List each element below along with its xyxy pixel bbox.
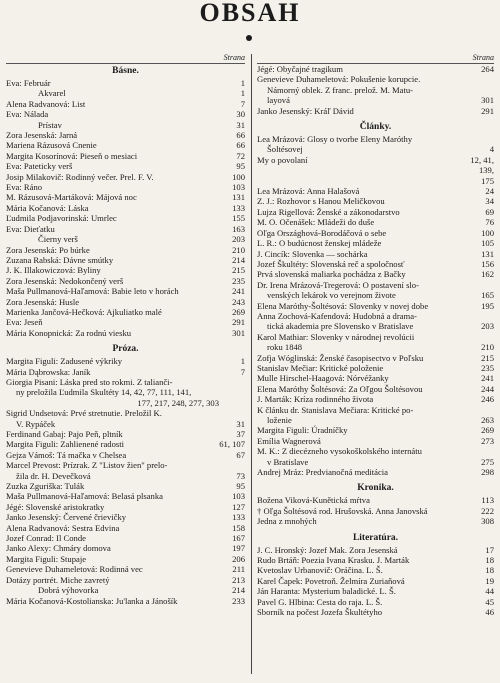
toc-entry	[257, 85, 494, 95]
entry-page: 31	[236, 119, 245, 130]
entry-page: 100	[481, 227, 494, 238]
entry-title: Margita Figuli: Zadusené výkriky	[6, 356, 123, 367]
toc-entry	[257, 405, 494, 415]
entry-page: 45	[485, 596, 494, 607]
toc-entry	[257, 516, 494, 526]
entry-title: Karol Mathiar: Slovenky v národnej revolúcii	[257, 331, 415, 342]
entry-title: Genevieve Duhameletová: Pokušenie korupcie.	[257, 74, 421, 85]
entry-page: 241	[481, 373, 494, 384]
toc-entry	[257, 249, 494, 259]
right-entries	[257, 64, 494, 618]
entry-title: Zora Jesenská: Nedokončený verš	[6, 275, 124, 286]
entry-title: Giorgia Pisani: Láska pred sto rokmi. Z talianči-	[6, 376, 173, 387]
entry-title: L. R.: O budúcnost ženskej mládeže	[257, 238, 382, 249]
toc-entry	[6, 429, 245, 439]
entry-title: Prístav	[38, 119, 62, 130]
entry-title: Dr. Irena Mrázová-Tregerová: O postavení slo-	[257, 279, 419, 290]
toc-entry	[6, 512, 245, 522]
entry-title: tická akademia pre Slovensko v Bratislave	[267, 321, 414, 332]
entry-title: Dobrá výhovorka	[38, 585, 99, 596]
entry-title: Námorný oblek. Z franc. prelož. M. Matu-	[267, 84, 414, 95]
entry-title: Lea Mrázová: Anna Halašová	[257, 186, 360, 197]
toc-entry	[6, 491, 245, 501]
entry-title: ny preložila Ľudmila Skultéty 14, 42, 77, 111, 141,	[16, 387, 192, 398]
entry-page: 298	[481, 467, 494, 478]
toc-entry	[6, 182, 245, 192]
entry-page: 100	[232, 171, 245, 182]
entry-page: 291	[232, 317, 245, 328]
entry-title: V. Rypáček	[16, 418, 56, 429]
entry-page: 241	[232, 286, 245, 297]
toc-entry	[257, 597, 494, 607]
entry-page: 197	[232, 543, 245, 554]
entry-page: 95	[236, 161, 245, 172]
entry-title: Pavel G. Hlbina: Cesta do raja. L. Š.	[257, 596, 383, 607]
entry-title: Ján Haranta: Mysterium baladické. L. Š.	[257, 586, 396, 597]
toc-entry	[6, 245, 245, 255]
entry-page: 7	[240, 98, 245, 109]
entry-title: Sborník na počest Jozefa Škultétyho	[257, 607, 383, 618]
page-number-header-left: Strana	[6, 53, 245, 64]
toc-entry	[257, 607, 494, 617]
entry-title: Eva: Pateticky verš	[6, 161, 73, 172]
toc-entry	[257, 545, 494, 555]
toc-entry	[257, 495, 494, 505]
toc-entry	[6, 596, 245, 606]
entry-page: 66	[236, 140, 245, 151]
entry-title: Šoltésovej	[267, 144, 303, 155]
entry-title: Sigrid Undsetová: Prvé stretnutie. Preložil K.	[6, 408, 162, 419]
entry-page: 269	[481, 425, 494, 436]
entry-title: Zora Jesenská: Po búrke	[6, 244, 90, 255]
entry-title: layová	[267, 95, 290, 106]
toc-entry	[6, 109, 245, 119]
toc-entry	[6, 575, 245, 585]
entry-page: 210	[232, 244, 245, 255]
entry-title: Jedna z mnohých	[257, 516, 317, 527]
entry-page: 7	[240, 366, 245, 377]
toc-entry	[6, 265, 245, 275]
toc-entry	[257, 363, 494, 373]
toc-entry	[257, 384, 494, 394]
entry-page: 273	[481, 435, 494, 446]
entry-page: 95	[236, 481, 245, 492]
entry-title: Zuzana Rabská: Dávne smútky	[6, 254, 114, 265]
entry-title: roku 1848	[267, 342, 303, 353]
entry-title: Lea Mrázová: Glosy o tvorbe Eleny Maróthy	[257, 134, 413, 145]
toc-entry	[257, 134, 494, 144]
entry-title: Akvarel	[38, 88, 66, 99]
entry-title: Eva: Dieťatku	[6, 223, 55, 234]
entry-title: Marcel Prevost: Prízrak. Z "Listov žien" prelo-	[6, 460, 168, 471]
entry-page: 243	[232, 296, 245, 307]
entry-page: 233	[232, 595, 245, 606]
section-heading: Literatúra.	[352, 532, 399, 543]
toc-entry	[257, 506, 494, 516]
toc-entry	[257, 301, 494, 311]
entry-title: Ľudmila Podjavorinská: Umrlec	[6, 213, 117, 224]
entry-page: 244	[481, 383, 494, 394]
entry-page: 203	[232, 234, 245, 245]
entry-title: Kvetoslav Urbanovič: Oráčina. L. Š.	[257, 565, 383, 576]
entry-page: 301	[481, 95, 494, 106]
toc-entry	[257, 196, 494, 206]
toc-entry	[257, 586, 494, 596]
entry-page: 165	[481, 290, 494, 301]
toc-entry	[6, 328, 245, 338]
entry-title: K článku dr. Stanislava Mečiara: Kritické po-	[257, 404, 414, 415]
entry-title: Elena Maróthy Šoltésová: Za Oľgou Šoltésovou	[257, 383, 423, 394]
entry-title: Jozef Škultéty: Slovenská reč a spoločnosť	[257, 258, 405, 269]
toc-entry	[257, 373, 494, 383]
entry-page: 275	[481, 456, 494, 467]
entry-page: 214	[232, 254, 245, 265]
entry-title: Jégé: Slovenské aristokratky	[6, 501, 105, 512]
entry-title: Gejza Vámoš: Tá mačka v Chelsea	[6, 449, 127, 460]
entry-page: 133	[232, 512, 245, 523]
toc-entry	[6, 307, 245, 317]
toc-entry	[257, 415, 494, 425]
toc-entry	[257, 106, 494, 116]
toc-entry	[6, 130, 245, 140]
entry-title: Eva: Február	[6, 78, 51, 88]
toc-entry	[6, 387, 245, 397]
entry-page: 269	[232, 306, 245, 317]
entry-page: 127	[232, 501, 245, 512]
entry-page: 158	[232, 522, 245, 533]
entry-page: 30	[236, 109, 245, 120]
toc-entry	[6, 192, 245, 202]
toc-entry	[6, 234, 245, 244]
entry-title: žila dr. H. Devečková	[16, 470, 91, 481]
entry-title: Margita Figuli: Zahlienené radosti	[6, 439, 124, 450]
toc-entry	[6, 460, 245, 470]
entry-page: 162	[481, 269, 494, 280]
entry-page: 206	[232, 553, 245, 564]
entry-title: J. Cincík: Slovenka — sochárka	[257, 248, 368, 259]
toc-entry	[257, 342, 494, 352]
section-heading: Kronika.	[357, 483, 394, 494]
section-heading: Básne.	[112, 66, 139, 76]
entry-page: 72	[236, 150, 245, 161]
entry-page: 31	[236, 418, 245, 429]
entry-title: My o povolaní	[257, 154, 308, 165]
entry-title: Eva: Jeseň	[6, 317, 43, 328]
entry-page: 214	[232, 585, 245, 596]
toc-entry	[6, 151, 245, 161]
toc-entry	[257, 269, 494, 279]
toc-entry	[257, 207, 494, 217]
entry-page: 37	[236, 429, 245, 439]
entry-title: Mária Kočanová-Kostolianska: Ju'lanka a Jánošík	[6, 595, 178, 606]
page-title: OBSAH	[199, 0, 301, 27]
toc-entry	[6, 203, 245, 213]
entry-title: Mulle Hirschel-Haagová: Nórvéžanky	[257, 373, 389, 384]
entry-page: 18	[485, 555, 494, 566]
toc-entry	[6, 408, 245, 418]
toc-entry	[6, 564, 245, 574]
toc-entry	[6, 172, 245, 182]
toc-entry	[6, 224, 245, 234]
entry-title: J. C. Hronský: Jozef Mak. Zora Jesenská	[257, 544, 398, 555]
toc-entry	[257, 311, 494, 321]
entry-page: 222	[481, 505, 494, 516]
entry-page: 113	[481, 495, 494, 506]
toc-entry	[6, 317, 245, 327]
toc-entry	[257, 555, 494, 565]
entry-page: 1	[240, 78, 245, 88]
entry-title: † Oľga Šoltésová rod. Hrušovská. Anna Janovská	[257, 505, 428, 516]
entry-title: Mária Kočanová: Láska	[6, 202, 89, 213]
entry-title: Zuzka Zguriška: Tulák	[6, 481, 85, 492]
entry-title: Maša Pullmanová-Haľamová: Belasá plsanka	[6, 491, 163, 502]
entry-page: 131	[232, 192, 245, 203]
left-entries	[6, 64, 245, 606]
toc-entry	[257, 280, 494, 290]
entry-page: 301	[232, 327, 245, 338]
toc-entry	[6, 255, 245, 265]
entry-page: 163	[232, 223, 245, 234]
entry-title: Zora Jesenská: Husle	[6, 296, 80, 307]
entry-page: 167	[232, 533, 245, 544]
entry-page: 46	[485, 607, 494, 618]
entry-title: Jégé: Obyčajné tragikum	[257, 64, 343, 74]
entry-page: 203	[481, 321, 494, 332]
toc-entry	[257, 290, 494, 300]
toc-entry	[257, 321, 494, 331]
entry-page: 195	[481, 300, 494, 311]
entry-title: Elena Maróthy-Šoltésová: Slovenky v novej dobe	[257, 300, 429, 311]
entry-page: 1	[240, 88, 245, 99]
entry-page: 105	[481, 238, 494, 249]
toc-entry	[257, 95, 494, 105]
entry-title: Maša Pullmanová-Haľamová: Babie leto v horách	[6, 286, 179, 297]
entry-title: 177, 217, 248, 277, 303	[137, 397, 219, 408]
entry-title: Zora Jesenská: Jarná	[6, 130, 78, 141]
entry-page: 103	[232, 491, 245, 502]
entry-page: 235	[481, 362, 494, 373]
toc-entry	[6, 99, 245, 109]
entry-title: Josip Milakovič: Rodinný večer. Prel. F. V.	[6, 171, 154, 182]
toc-entry	[6, 161, 245, 171]
entry-title: Marienka Jančová-Hečková: Ajkuliatko malé	[6, 306, 162, 317]
entry-title: M. Rázusová-Martáková: Májová noc	[6, 192, 137, 203]
entry-page: 215	[481, 352, 494, 363]
entry-page: 133	[232, 202, 245, 213]
entry-title: Margita Figuli: Stupaje	[6, 553, 87, 564]
entry-title: M. O. Očenášek: Mládeži do duše	[257, 217, 375, 228]
column-divider	[251, 54, 252, 674]
entry-title: Emília Wagnerová	[257, 435, 321, 446]
entry-title: Andrej Mráz: Predvianočná meditácia	[257, 467, 389, 478]
entry-page: 210	[481, 342, 494, 353]
toc-entry	[6, 481, 245, 491]
entry-page: 4	[489, 144, 494, 155]
entry-title: venských lekárok vo verejnom živote	[267, 290, 396, 301]
entry-title: Božena Viková-Kunětická mŕtva	[257, 495, 370, 506]
toc-entry	[257, 155, 494, 186]
title-bullet	[246, 35, 252, 41]
right-column	[257, 53, 494, 675]
entry-page: 18	[485, 565, 494, 576]
entry-page: 19	[485, 575, 494, 586]
toc-entry	[257, 446, 494, 456]
entry-title: Rudo Brtáň: Poezia Ivana Krasku. J. Marták	[257, 555, 410, 566]
toc-entry	[6, 78, 245, 88]
entry-title: Mária Dąbrowska: Janík	[6, 366, 91, 377]
toc-entry	[257, 64, 494, 74]
entry-title: Mária Konopnická: Za rodnú viesku	[6, 327, 132, 338]
toc-entry	[257, 394, 494, 404]
toc-entry	[6, 439, 245, 449]
toc-entry	[257, 144, 494, 154]
page-number-header-right: Strana	[257, 53, 494, 64]
entry-page: 34	[485, 196, 494, 207]
entry-title: Ferdinand Gabaj: Pajo Peň, pltník	[6, 429, 123, 439]
toc-entry	[6, 88, 245, 98]
entry-title: Margita Figuli: Úradníčky	[257, 425, 348, 436]
toc-entry	[6, 367, 245, 377]
entry-title: Stanislav Mečiar: Kritické položenie	[257, 362, 384, 373]
entry-title: Karel Čapek: Povetroň. Želmíra Zuriaňová	[257, 575, 405, 586]
entry-title: Dotázy portrét. Miche zavretý	[6, 574, 110, 585]
toc-entry	[6, 502, 245, 512]
toc-entry	[6, 471, 245, 481]
entry-page: 263	[481, 415, 494, 425]
entry-page: 24	[485, 186, 494, 197]
entry-page: 215	[232, 265, 245, 276]
toc-entry	[6, 120, 245, 130]
toc-entry	[257, 353, 494, 363]
entry-page: 1	[240, 356, 245, 367]
entry-title: Marienа Rázusová Cnenie	[6, 140, 97, 151]
toc-entry	[6, 533, 245, 543]
entry-page: 235	[232, 275, 245, 286]
entry-page: 246	[481, 394, 494, 405]
toc-entry	[6, 297, 245, 307]
entry-page: 131	[481, 248, 494, 259]
toc-entry	[6, 554, 245, 564]
toc-entry	[257, 457, 494, 467]
toc-entry	[6, 585, 245, 595]
entry-title: Margita Kosorínová: Pieseň o mesiaci	[6, 150, 138, 161]
entry-page: 76	[485, 217, 494, 228]
toc-entry	[6, 450, 245, 460]
entry-title: Z. J.: Rozhovor s Hanou Meličkovou	[257, 196, 385, 207]
entry-page: 211	[232, 564, 245, 575]
left-column	[6, 53, 245, 675]
entry-page: 73	[236, 470, 245, 481]
entry-title: J. K. Illakowiczová: Byliny	[6, 265, 101, 276]
toc-entry	[257, 436, 494, 446]
toc-entry	[6, 213, 245, 223]
entry-title: Eva: Ráno	[6, 182, 43, 193]
entry-page: 103	[232, 182, 245, 193]
toc-entry	[257, 576, 494, 586]
entry-title: Čierny verš	[38, 234, 78, 245]
toc-entry	[6, 276, 245, 286]
entry-title: Zofja Wóglinská: Ženské časopisectvo v Poľsku	[257, 352, 424, 363]
entry-page: 213	[232, 574, 245, 585]
entry-title: Alena Radvanová: Sestra Edvina	[6, 522, 120, 533]
toc-entry	[257, 186, 494, 196]
entry-title: Anna Zochová-Kafendová: Hudobná a drama-	[257, 310, 417, 321]
entry-page: 67	[236, 449, 245, 460]
toc-entry	[257, 238, 494, 248]
entry-page: 155	[232, 213, 245, 224]
toc-entry	[6, 419, 245, 429]
entry-title: Genevieve Duhameletová: Rodinná vec	[6, 564, 143, 575]
entry-page: 69	[485, 206, 494, 217]
toc-entry	[257, 228, 494, 238]
toc-entry	[257, 259, 494, 269]
entry-title: v Bratislave	[267, 456, 309, 467]
toc-entry	[257, 425, 494, 435]
entry-page: 264	[481, 64, 494, 74]
entry-title: Janko Jesenský: Červené črievičky	[6, 512, 127, 523]
toc-entry	[257, 565, 494, 575]
toc-entry	[257, 332, 494, 342]
entry-title: Prvá slovenská maliarka pochádza z Bačky	[257, 269, 406, 280]
entry-page: 44	[485, 586, 494, 597]
entry-page: 17	[485, 544, 494, 555]
toc-entry	[257, 217, 494, 227]
toc-entry	[257, 74, 494, 84]
toc-entry	[6, 356, 245, 366]
entry-title: M. K.: Z diecézneho vysokoškolského internátu	[257, 446, 422, 457]
toc-entry	[6, 286, 245, 296]
toc-entry	[6, 377, 245, 387]
toc-entry	[6, 398, 245, 408]
entry-title: Janko Jesenský: Kráľ Dávid	[257, 105, 354, 116]
entry-page: 12, 41, 139, 175	[470, 154, 494, 186]
entry-title: Jozef Conrad: Il Conde	[6, 533, 86, 544]
entry-title: Alena Radvanová: List	[6, 98, 86, 109]
entry-page: 61, 107	[219, 439, 245, 450]
toc-entry	[6, 543, 245, 553]
toc-entry	[257, 467, 494, 477]
entry-page: 156	[481, 258, 494, 269]
entry-page: 66	[236, 130, 245, 141]
entry-title: J. Marták: Kríza rodinného života	[257, 394, 374, 405]
entry-page: 291	[481, 105, 494, 116]
entry-title: loženie	[267, 415, 292, 425]
toc-entry	[6, 523, 245, 533]
entry-title: Janko Alexy: Chmáry domova	[6, 543, 111, 554]
entry-title: Oľga Országhová-Borodáčová o sebe	[257, 227, 387, 238]
section-heading: Články.	[359, 122, 392, 133]
entry-title: Eva: Nálada	[6, 109, 49, 120]
toc-entry	[6, 140, 245, 150]
section-heading: Próza.	[112, 344, 139, 355]
entry-page: 308	[481, 516, 494, 527]
entry-title: Lujza Rigellová: Ženské a zákonodarstvo	[257, 206, 400, 217]
